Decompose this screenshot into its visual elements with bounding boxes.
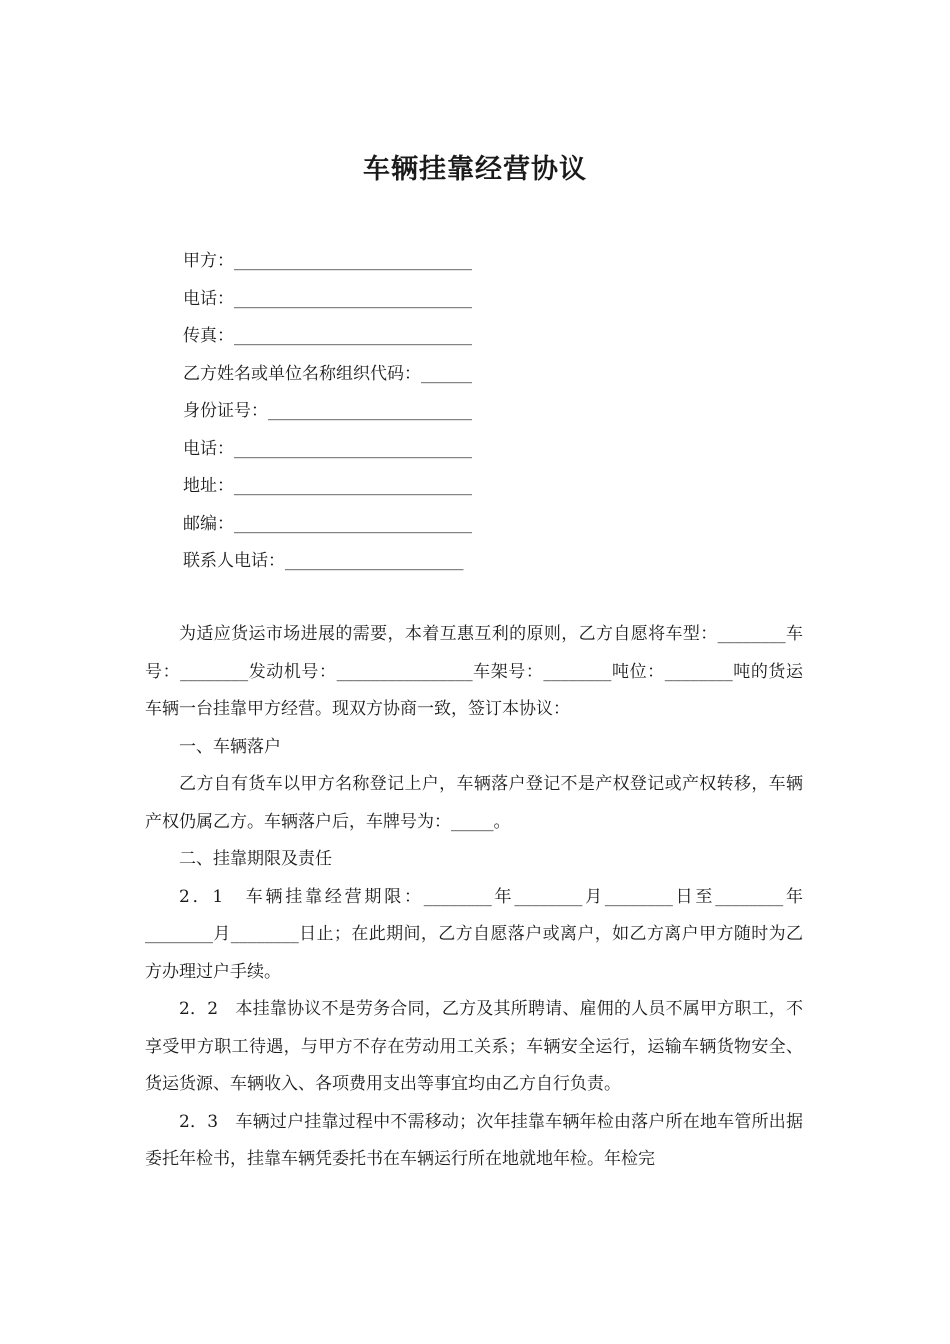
agreement-body (145, 616, 803, 1179)
clause-2-1: 2．1 车辆挂靠经营期限：________年________月________日至________年________月________日止；在此期间，乙方自愿落户或离户，如乙方离户甲方随时为乙方办理过户手续。 (145, 886, 803, 982)
section-heading-2: 二、挂靠期限及责任 (179, 849, 332, 869)
field-party-b-name: 乙方姓名或单位名称组织代码：______ (183, 363, 472, 384)
field-address: 地址：____________________________ (183, 476, 472, 496)
field-postcode: 邮编：____________________________ (183, 513, 472, 534)
field-contact-phone: 联系人电话：_____________________ (183, 551, 464, 571)
clause-2-2: 2．2 本挂靠协议不是劳务合同，乙方及其所聘请、雇佣的人员不属甲方职工，不享受甲方职工待遇，与甲方不存在劳动用工关系；车辆安全运行，运输车辆货物安全、货运货源、车辆收入、各项费用支出等事宜均由乙方自行负责。 (145, 999, 803, 1094)
field-phone-a: 电话：____________________________ (183, 288, 472, 309)
party-info-fields (183, 244, 543, 582)
intro-paragraph: 为适应货运市场进展的需要，本着互惠互利的原则，乙方自愿将车型：________车号：________发动机号：________________车架号：________吨位：________吨的货运车辆一台挂靠甲方经营。现双方协商一致，签订本协议： (145, 624, 803, 719)
field-party-a: 甲方：____________________________ (183, 251, 472, 271)
document-title: 车辆挂靠经营协议 (363, 154, 587, 185)
field-phone-b: 电话：____________________________ (183, 438, 472, 459)
clause-2-3: 2．3 车辆过户挂靠过程中不需移动；次年挂靠车辆年检由落户所在地车管所出据委托年检书，挂靠车辆凭委托书在车辆运行所在地就地年检。年检完 (145, 1111, 803, 1169)
field-id-number: 身份证号：________________________ (183, 401, 472, 421)
section-heading-1: 一、车辆落户 (179, 736, 281, 757)
field-fax: 传真：____________________________ (183, 326, 472, 346)
section-1-paragraph: 乙方自有货车以甲方名称登记上户，车辆落户登记不是产权登记或产权转移，车辆产权仍属乙方。车辆落户后，车牌号为：_____。 (145, 774, 803, 832)
